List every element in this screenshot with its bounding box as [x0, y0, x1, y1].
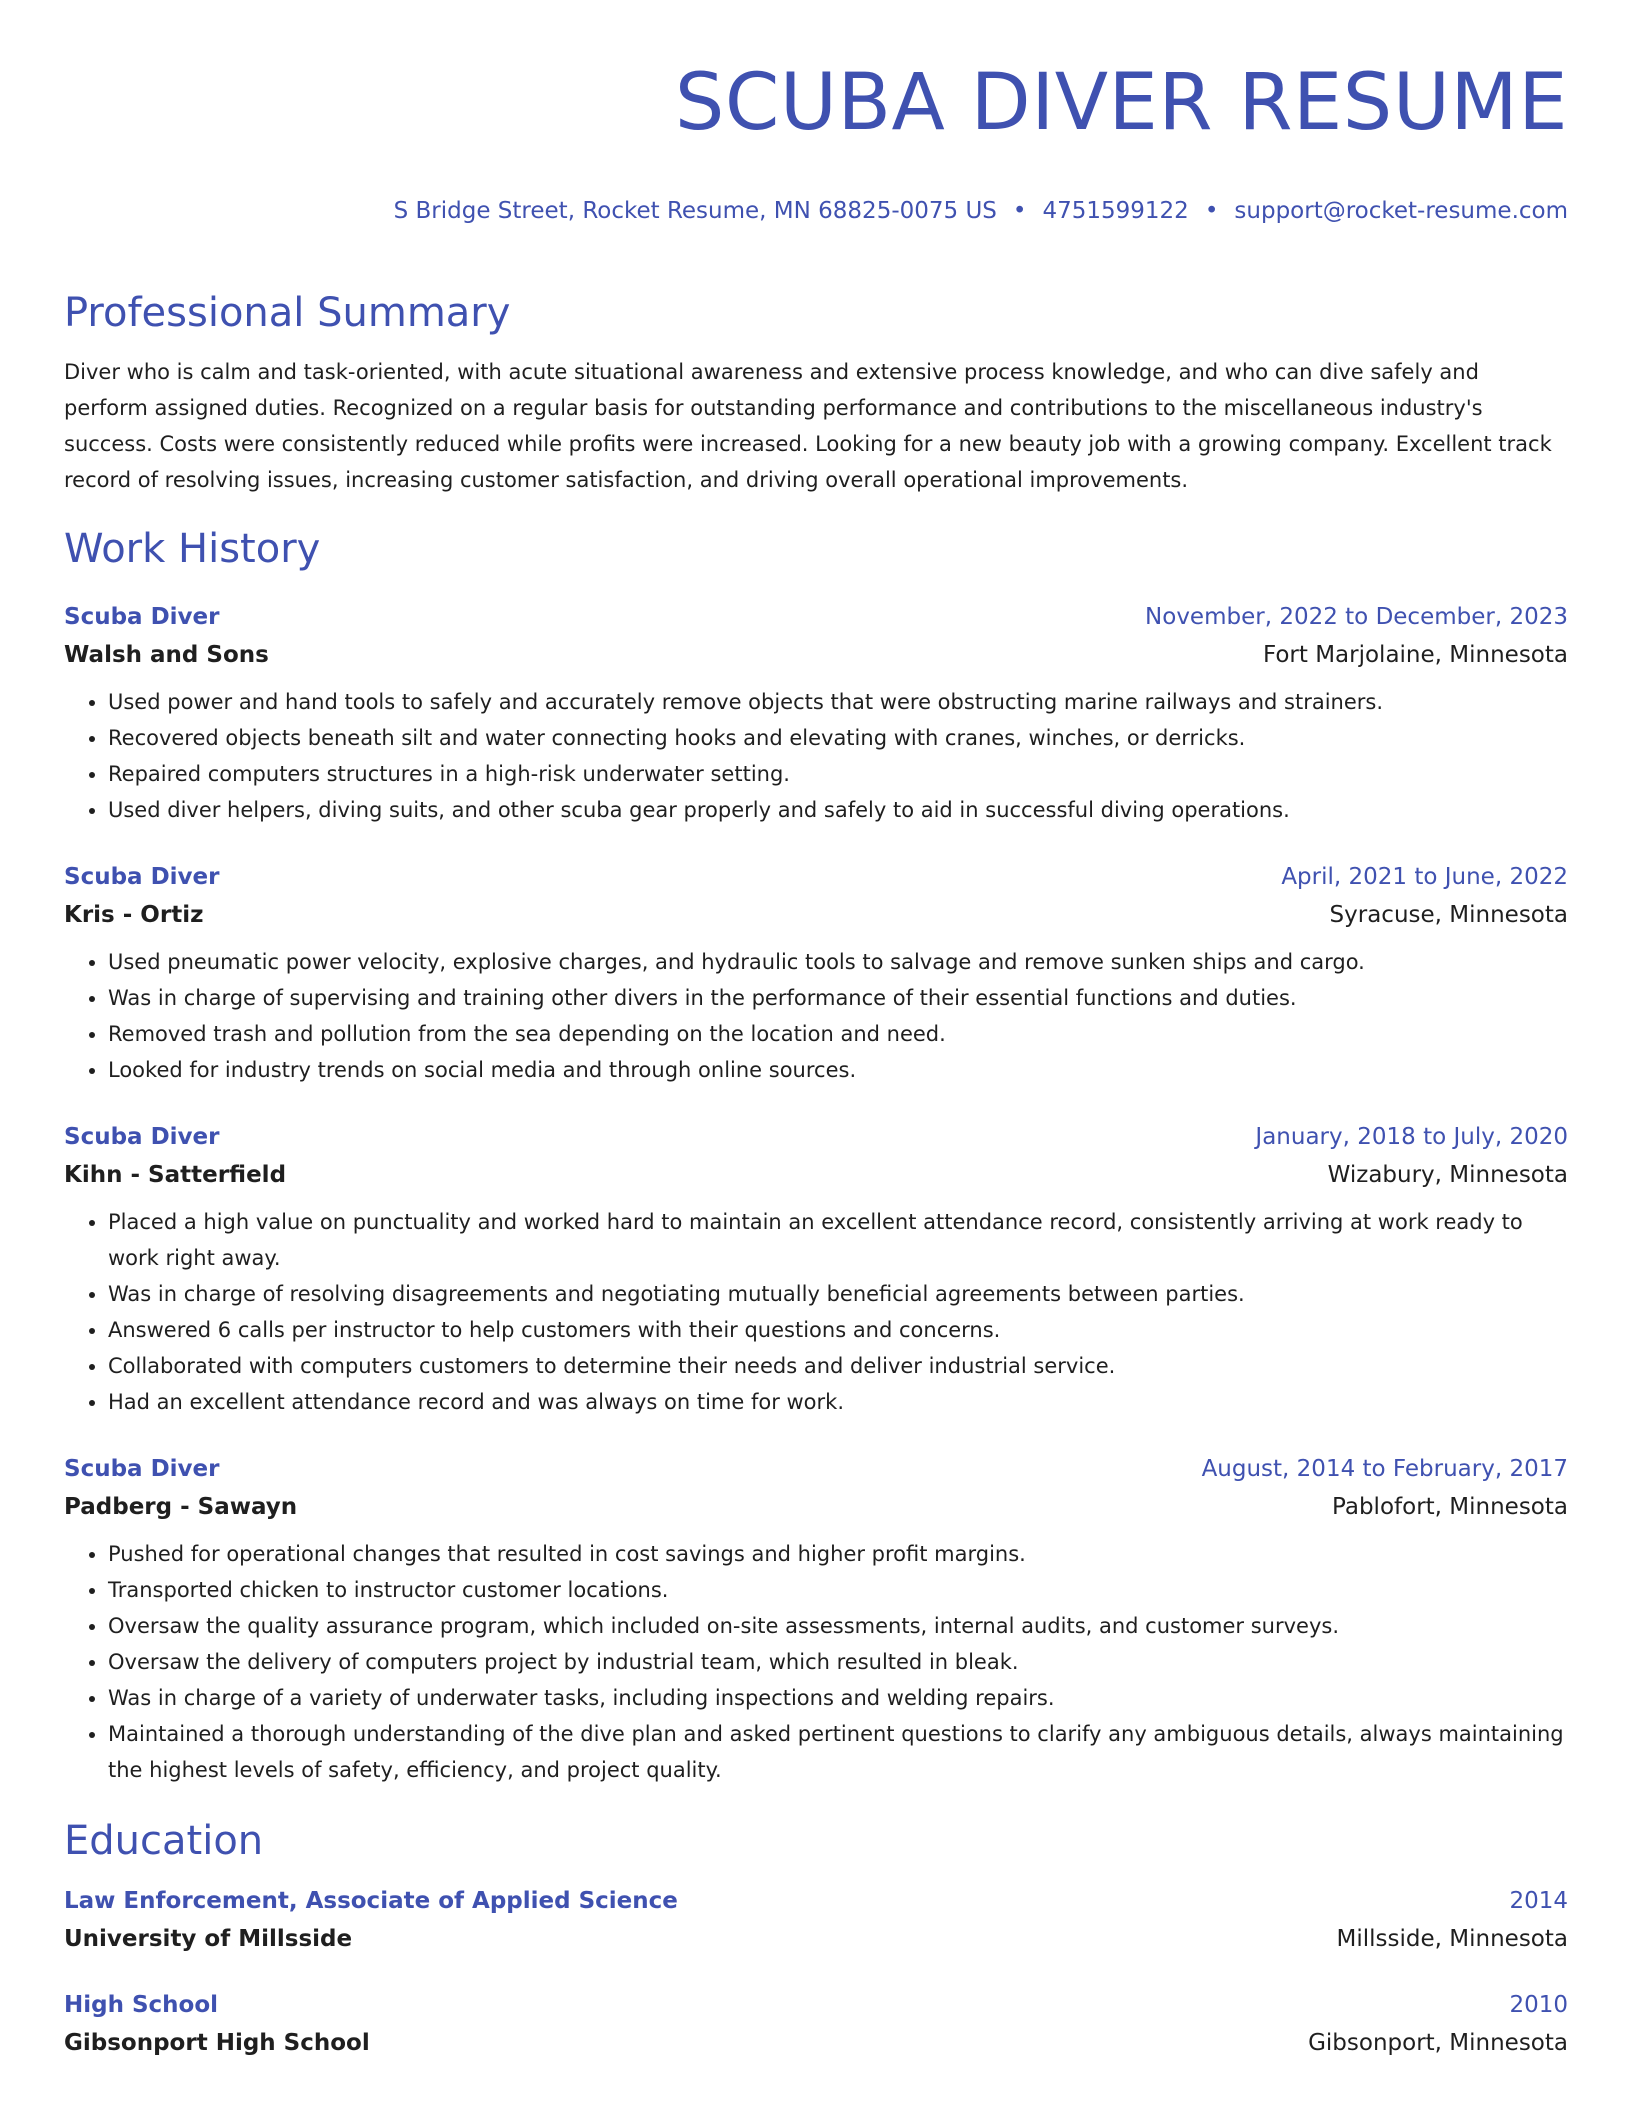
- education-school: University of Millsside: [64, 1926, 353, 1952]
- job-dates: August, 2014 to February, 2017: [1201, 1456, 1568, 1482]
- job-location: Syracuse, Minnesota: [1329, 902, 1568, 928]
- job-bullet: • Repaired computers structures in a high-risk underwater setting.: [108, 756, 1568, 792]
- job-dates: November, 2022 to December, 2023: [1145, 604, 1568, 630]
- job-location: Pablofort, Minnesota: [1332, 1494, 1568, 1520]
- job-bullet: • Recovered objects beneath silt and water connecting hooks and elevating with cranes, winches, or derricks.: [108, 720, 1568, 756]
- job-bullet: • Oversaw the delivery of computers project by industrial team, which resulted in bleak.: [108, 1644, 1568, 1680]
- job-bullets: [64, 1536, 1568, 1788]
- job-entry: [64, 598, 1568, 828]
- education-heading: Education: [64, 1818, 264, 1864]
- education-degree: High School: [64, 1992, 219, 2018]
- job-bullets: [64, 684, 1568, 828]
- work-history-heading: Work History: [64, 526, 321, 572]
- education-school: Gibsonport High School: [64, 2030, 370, 2056]
- contact-email[interactable]: support@rocket-resume.com: [1234, 198, 1568, 224]
- education-location: Millsside, Minnesota: [1336, 1926, 1568, 1952]
- education-list: [64, 1882, 1568, 2062]
- job-dates: April, 2021 to June, 2022: [1281, 864, 1568, 890]
- job-bullet: • Answered 6 calls per instructor to help customers with their questions and concerns.: [108, 1312, 1568, 1348]
- education-year: 2010: [1509, 1992, 1568, 2018]
- education-entry: [64, 1986, 1568, 2062]
- job-bullet: • Pushed for operational changes that resulted in cost savings and higher profit margins.: [108, 1536, 1568, 1572]
- job-bullet: • Removed trash and pollution from the sea depending on the location and need.: [108, 1016, 1568, 1052]
- job-bullet: • Was in charge of resolving disagreements and negotiating mutually beneficial agreements between parties.: [108, 1276, 1568, 1312]
- work-history-list: [64, 598, 1568, 1788]
- job-bullet: • Used pneumatic power velocity, explosive charges, and hydraulic tools to salvage and remove sunken ships and cargo.: [108, 944, 1568, 980]
- job-bullet: • Was in charge of a variety of underwater tasks, including inspections and welding repairs.: [108, 1680, 1568, 1716]
- job-bullet: • Used power and hand tools to safely and accurately remove objects that were obstructing marine railways and strainers.: [108, 684, 1568, 720]
- job-company: Kihn - Satterfield: [64, 1162, 287, 1188]
- job-bullet: • Collaborated with computers customers to determine their needs and deliver industrial service.: [108, 1348, 1568, 1384]
- job-location: Fort Marjolaine, Minnesota: [1262, 642, 1568, 668]
- job-bullet: • Maintained a thorough understanding of the dive plan and asked pertinent questions to clarify any ambiguous details, always maintaining the highest levels of safety, efficiency, and project quality.: [108, 1716, 1568, 1788]
- job-company: Kris - Ortiz: [64, 902, 204, 928]
- job-bullets: [64, 1204, 1568, 1420]
- job-bullets: [64, 944, 1568, 1088]
- education-year: 2014: [1509, 1888, 1568, 1914]
- education-entry: [64, 1882, 1568, 1958]
- job-bullet: • Used diver helpers, diving suits, and other scuba gear properly and safely to aid in successful diving operations.: [108, 792, 1568, 828]
- job-bullet: • Was in charge of supervising and training other divers in the performance of their essential functions and duties.: [108, 980, 1568, 1016]
- job-bullet: • Looked for industry trends on social media and through online sources.: [108, 1052, 1568, 1088]
- job-entry: [64, 1118, 1568, 1420]
- contact-separator: •: [1204, 198, 1219, 224]
- job-bullet: • Transported chicken to instructor customer locations.: [108, 1572, 1568, 1608]
- job-role: Scuba Diver: [64, 1456, 220, 1482]
- contact-phone: 4751599122: [1042, 198, 1189, 224]
- contact-separator: •: [1012, 198, 1027, 224]
- education-location: Gibsonport, Minnesota: [1308, 2030, 1568, 2056]
- summary-heading: Professional Summary: [64, 290, 511, 336]
- job-company: Walsh and Sons: [64, 642, 269, 668]
- job-role: Scuba Diver: [64, 1124, 220, 1150]
- job-bullet: • Had an excellent attendance record and was always on time for work.: [108, 1384, 1568, 1420]
- job-location: Wizabury, Minnesota: [1327, 1162, 1568, 1188]
- job-role: Scuba Diver: [64, 604, 220, 630]
- summary-text: Diver who is calm and task-oriented, with acute situational awareness and extensive process knowledge, and who can dive safely and perform assigned duties. Recognized on a regular basis for outstanding performance and contributions to the miscellaneous industry's success. Costs were consistently reduced while profits were increased. Looking for a new beauty job with a growing company. Excellent track record of resolving issues, increasing customer satisfaction, and driving overall operational improvements.: [64, 360, 1552, 492]
- job-role: Scuba Diver: [64, 864, 220, 890]
- job-company: Padberg - Sawayn: [64, 1494, 298, 1520]
- contact-line: [64, 194, 1568, 228]
- resume-title: SCUBA DIVER RESUME: [674, 58, 1568, 148]
- contact-address: S Bridge Street, Rocket Resume, MN 68825-0075 US: [393, 198, 997, 224]
- education-degree: Law Enforcement, Associate of Applied Science: [64, 1888, 678, 1914]
- job-entry: [64, 1450, 1568, 1788]
- job-bullet: • Placed a high value on punctuality and worked hard to maintain an excellent attendance record, consistently arriving at work ready to work right away.: [108, 1204, 1568, 1276]
- job-entry: [64, 858, 1568, 1088]
- job-dates: January, 2018 to July, 2020: [1255, 1124, 1568, 1150]
- job-bullet: • Oversaw the quality assurance program, which included on-site assessments, internal audits, and customer surveys.: [108, 1608, 1568, 1644]
